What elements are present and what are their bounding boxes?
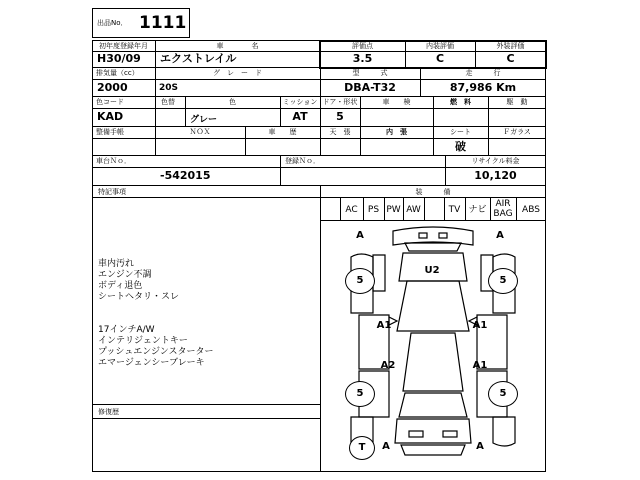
mark-door-rear-right: A1 bbox=[472, 360, 488, 371]
mark-front-left: A bbox=[356, 230, 364, 241]
remarks-line: プッシュエンジンスターター bbox=[98, 347, 214, 357]
remarks-line: 車内汚れ bbox=[98, 259, 135, 269]
doors-header: ドア・形状 bbox=[322, 98, 358, 106]
interior-header: 内装評価 bbox=[426, 42, 454, 50]
displacement-value: 2000 bbox=[97, 81, 128, 94]
grade-value: 20S bbox=[159, 83, 179, 93]
seat-header: シート bbox=[450, 128, 471, 136]
model-value: DBA-T32 bbox=[344, 81, 396, 94]
mark-roof: U2 bbox=[424, 265, 440, 276]
displacement-header: 排気量（cc） bbox=[96, 69, 139, 77]
color-header: 色 bbox=[229, 98, 236, 106]
equipment-navi: ナビ bbox=[468, 205, 487, 215]
seat-value: 破 bbox=[455, 140, 466, 153]
equipment-ac: AC bbox=[345, 205, 358, 215]
repair-header: 修復歴 bbox=[98, 408, 119, 416]
lot-number: 1111 bbox=[139, 13, 187, 33]
lining-header: 内 張 bbox=[386, 128, 407, 136]
drive-header: 駆 動 bbox=[506, 98, 528, 106]
mark-door-front-left: A1 bbox=[376, 320, 392, 331]
history-header: 車 歴 bbox=[268, 128, 297, 136]
lot-number-box bbox=[92, 8, 190, 38]
remarks-header: 特記事項 bbox=[98, 188, 126, 196]
lot-number-label: 出品No． bbox=[97, 19, 128, 27]
tire-front-left: 5 bbox=[345, 268, 375, 294]
roof-header: 天 張 bbox=[329, 128, 351, 136]
equipment-header: 装 備 bbox=[415, 188, 451, 196]
car-diagram bbox=[321, 221, 546, 472]
mark-front-right: A bbox=[496, 230, 504, 241]
remarks-line: エマージェンシーブレーキ bbox=[98, 358, 205, 368]
transmission-header: ミッション bbox=[282, 98, 318, 106]
model-header: 型 式 bbox=[352, 69, 388, 77]
evaluation-highlight bbox=[319, 40, 547, 69]
mark-rear-left: A bbox=[382, 441, 390, 452]
mark-rear-right: A bbox=[476, 441, 484, 452]
mark-door-rear-left: A2 bbox=[380, 360, 396, 371]
car-name-header: 車 名 bbox=[216, 42, 259, 50]
remarks-line: インテリジェントキー bbox=[98, 336, 188, 346]
equipment-pw: PW bbox=[386, 205, 401, 215]
recycle-value: 10,120 bbox=[474, 169, 517, 182]
mileage-value: 87,986 Km bbox=[449, 81, 517, 94]
interior-value: C bbox=[435, 52, 445, 65]
doors-value: 5 bbox=[336, 110, 344, 123]
chassis-header: 車台Ｎｏ． bbox=[96, 157, 131, 165]
inspection-header: 車 検 bbox=[382, 98, 411, 106]
tire-front-right: 5 bbox=[488, 268, 518, 294]
color-code-header: 色コード bbox=[96, 98, 124, 106]
remarks-line: 17インチA/W bbox=[98, 325, 155, 335]
color-value: グレー bbox=[190, 115, 218, 125]
fuel-header: 燃 料 bbox=[450, 98, 471, 106]
nox-header: ＮＯＸ bbox=[189, 128, 211, 136]
equipment-tv: TV bbox=[448, 205, 461, 215]
color-type-header: 色替 bbox=[161, 98, 175, 106]
score-value: 3.5 bbox=[352, 52, 373, 65]
transmission-value: AT bbox=[292, 110, 308, 123]
manual-header: 整備手帳 bbox=[96, 128, 124, 136]
exterior-header: 外装評価 bbox=[496, 42, 525, 50]
remarks-line: エンジン不調 bbox=[98, 270, 152, 280]
grade-header: グ レ ー ド bbox=[213, 69, 262, 77]
color-code-value: KAD bbox=[97, 110, 124, 123]
mileage-header: 走 行 bbox=[465, 69, 501, 77]
chassis-value: -542015 bbox=[160, 169, 211, 182]
spare-tire: T bbox=[349, 436, 375, 460]
first-reg-header: 初年度登録年月 bbox=[99, 42, 148, 50]
tire-rear-right: 5 bbox=[488, 381, 518, 407]
glass-header: Ｆガラス bbox=[503, 128, 531, 136]
remarks-line: シートヘタリ・スレ bbox=[98, 292, 180, 302]
equipment-airbag: AIR BAG bbox=[493, 199, 513, 219]
score-header: 評価点 bbox=[352, 42, 373, 50]
remarks-line: ボディ退色 bbox=[98, 281, 143, 291]
first-reg-value: H30/09 bbox=[97, 52, 141, 65]
equipment-ps: PS bbox=[367, 205, 380, 215]
car-name-value: エクストレイル bbox=[160, 52, 237, 65]
tire-rear-left: 5 bbox=[345, 381, 375, 407]
exterior-value: C bbox=[506, 52, 515, 65]
equipment-aw: AW bbox=[406, 205, 421, 215]
mark-door-front-right: A1 bbox=[472, 320, 488, 331]
equipment-abs: ABS bbox=[522, 205, 540, 215]
recycle-header: リサイクル料金 bbox=[471, 157, 520, 165]
reg-no-header: 登録Ｎｏ． bbox=[285, 157, 320, 165]
